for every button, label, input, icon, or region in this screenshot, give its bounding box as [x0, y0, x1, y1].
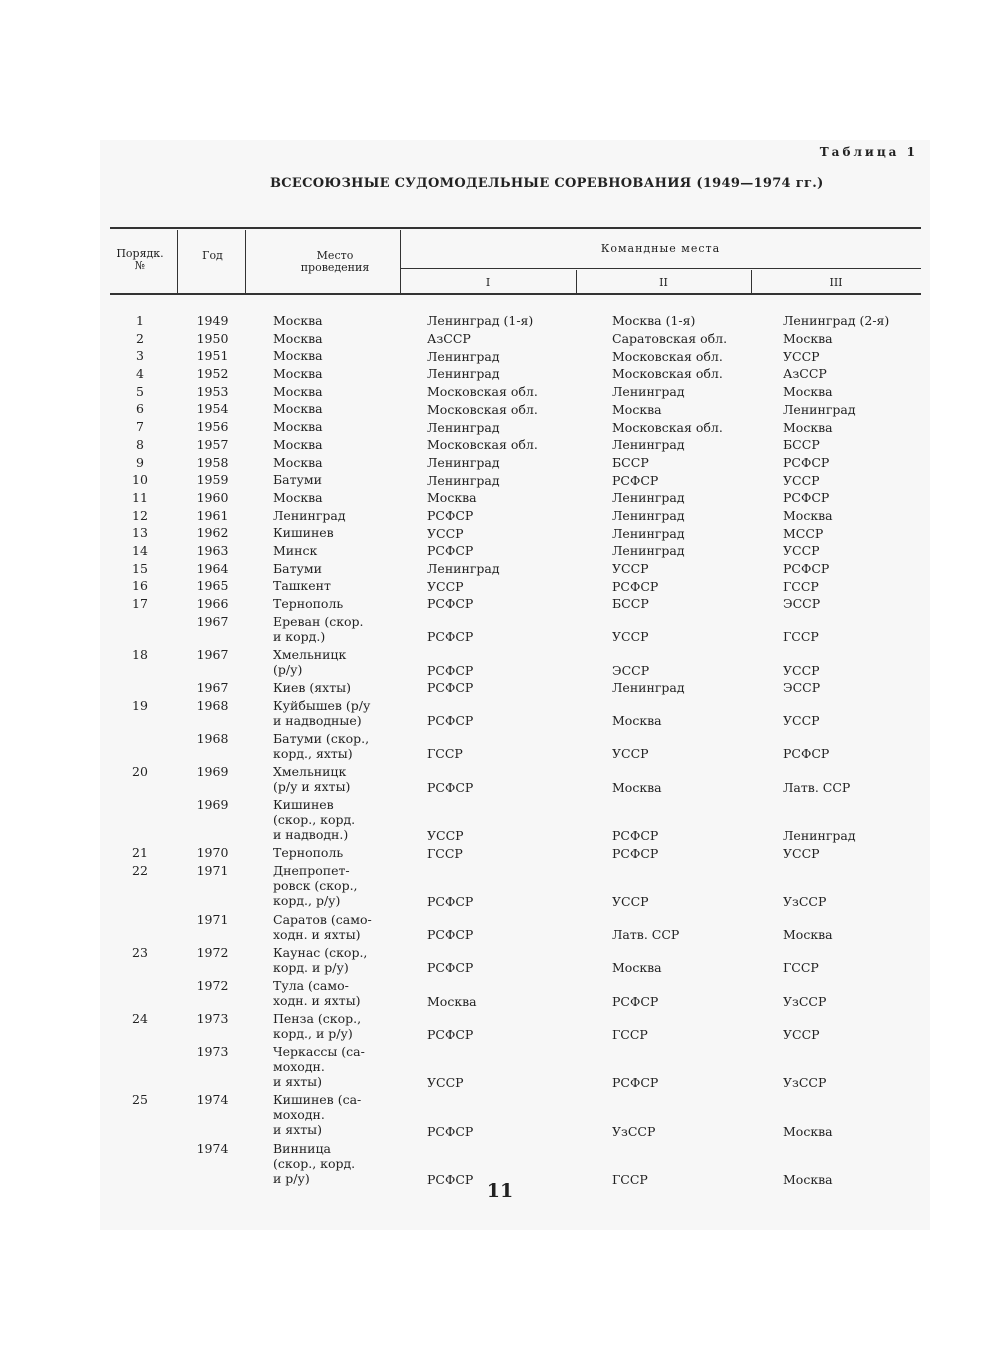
row-year: 1958 — [196, 454, 229, 470]
row-year: 1964 — [196, 560, 229, 576]
row-number: 7 — [136, 419, 144, 435]
row-year: 1966 — [196, 596, 229, 611]
row-first-place: Ленинград (1-я) — [427, 313, 534, 329]
row-first-place: РСФСР — [427, 629, 474, 645]
row-third-place: УССР — [783, 543, 820, 559]
table-row — [0, 863, 1000, 912]
table-row — [0, 348, 1000, 366]
table-row — [0, 647, 1000, 680]
row-third-place: РСФСР — [783, 561, 830, 577]
row-second-place: Москва — [612, 401, 662, 417]
row-year: 1969 — [196, 796, 229, 812]
row-first-place: Ленинград — [427, 419, 500, 435]
row-third-place: Москва — [783, 384, 833, 400]
row-year: 1967 — [196, 646, 229, 662]
table-row — [0, 614, 1000, 647]
table-row — [0, 419, 1000, 437]
row-year: 1960 — [196, 489, 229, 505]
row-second-place: Ленинград — [612, 437, 685, 453]
row-place: Москва — [273, 366, 323, 382]
row-number: 14 — [132, 542, 148, 558]
row-number: 2 — [136, 330, 144, 346]
row-third-place: ЭССР — [783, 680, 821, 696]
row-place: Москва — [273, 489, 323, 505]
row-place: Батуми — [273, 472, 322, 488]
row-first-place: Ленинград — [427, 472, 500, 488]
table-row — [0, 331, 1000, 349]
row-first-place: РСФСР — [427, 1026, 474, 1042]
row-year: 1952 — [196, 366, 229, 382]
row-third-place: Ленинград — [783, 401, 856, 417]
row-year: 1962 — [196, 525, 229, 541]
row-year: 1957 — [196, 436, 229, 452]
row-third-place: УССР — [783, 472, 820, 488]
row-second-place: ЭССР — [612, 662, 650, 678]
row-second-place: Саратовская обл. — [612, 331, 728, 347]
row-first-place: Московская обл. — [427, 401, 538, 417]
row-first-place: Ленинград — [427, 348, 500, 364]
row-second-place: ГССР — [612, 1026, 648, 1042]
table-row — [0, 845, 1000, 863]
row-first-place: ГССР — [427, 845, 463, 861]
table-top-rule — [110, 227, 921, 229]
row-place: Москва — [273, 313, 323, 328]
table-row — [0, 945, 1000, 978]
row-second-place: Московская обл. — [612, 419, 723, 435]
row-year: 1968 — [196, 730, 229, 746]
row-second-place: Ленинград — [612, 543, 685, 559]
header-third: III — [829, 276, 843, 289]
row-second-place: РСФСР — [612, 578, 659, 594]
row-third-place: Москва — [783, 1123, 833, 1139]
row-third-place: Москва — [783, 1172, 833, 1188]
row-third-place: АзССР — [783, 366, 827, 382]
row-number: 17 — [132, 596, 148, 611]
row-first-place: АзССР — [427, 331, 471, 347]
row-second-place: РСФСР — [612, 1075, 659, 1091]
col-divider-2 — [245, 230, 246, 293]
row-second-place: Ленинград — [612, 680, 685, 696]
row-year: 1967 — [196, 613, 229, 629]
row-place: Ереван (скор. и корд.) — [273, 613, 364, 644]
table-row — [0, 525, 1000, 543]
table-row — [0, 680, 1000, 698]
row-second-place: ГССР — [612, 1172, 648, 1188]
row-second-place: Латв. ССР — [612, 927, 680, 943]
page-number: 11 — [486, 1180, 514, 1202]
row-year: 1974 — [196, 1140, 229, 1156]
row-year: 1953 — [196, 383, 229, 399]
row-number: 18 — [132, 646, 148, 662]
row-second-place: РСФСР — [612, 845, 659, 861]
table-row — [0, 384, 1000, 402]
row-second-place: РСФСР — [612, 828, 659, 844]
row-place: Саратов (само- ходн. и яхты) — [273, 911, 372, 942]
row-year: 1959 — [196, 472, 229, 488]
row-third-place: Москва — [783, 927, 833, 943]
row-number: 6 — [136, 401, 144, 417]
header-bottom-rule — [110, 293, 921, 295]
table-row — [0, 490, 1000, 508]
row-first-place: РСФСР — [427, 779, 474, 795]
row-place: Хмельницк (р/у и яхты) — [273, 763, 351, 794]
row-second-place: РСФСР — [612, 472, 659, 488]
row-third-place: ГССР — [783, 629, 819, 645]
row-place: Батуми (скор., корд., яхты) — [273, 730, 370, 761]
row-first-place: РСФСР — [427, 927, 474, 943]
row-third-place: Латв. ССР — [783, 779, 851, 795]
row-third-place: МССР — [783, 525, 824, 541]
row-year: 1969 — [196, 763, 229, 779]
header-first: I — [485, 276, 491, 289]
row-third-place: УзССР — [783, 1075, 827, 1091]
row-third-place: РСФСР — [783, 490, 830, 506]
row-number: 13 — [132, 525, 148, 541]
row-place: Тула (само- ходн. и яхты) — [273, 977, 361, 1008]
row-place: Куйбышев (р/у и надводные) — [273, 697, 371, 728]
row-year: 1954 — [196, 401, 229, 417]
row-first-place: РСФСР — [427, 543, 474, 559]
row-number: 21 — [132, 845, 148, 861]
row-second-place: Московская обл. — [612, 366, 723, 382]
row-first-place: РСФСР — [427, 894, 474, 910]
row-second-place: РСФСР — [612, 993, 659, 1009]
row-first-place: Ленинград — [427, 561, 500, 577]
row-third-place: БССР — [783, 437, 820, 453]
row-second-place: УССР — [612, 629, 649, 645]
row-second-place: Московская обл. — [612, 348, 723, 364]
row-second-place: Москва — [612, 960, 662, 976]
table-row — [0, 366, 1000, 384]
row-number: 8 — [136, 436, 144, 452]
row-first-place: УССР — [427, 578, 464, 594]
row-second-place: Ленинград — [612, 490, 685, 506]
table-row — [0, 455, 1000, 473]
page-title: ВСЕСОЮЗНЫЕ СУДОМОДЕЛЬНЫЕ СОРЕВНОВАНИЯ (1949—1974 гг.) — [270, 176, 824, 191]
row-number: 5 — [136, 383, 144, 399]
table-row — [0, 508, 1000, 526]
row-place: Хмельницк (р/у) — [273, 646, 347, 677]
row-place: Тернополь — [273, 845, 344, 861]
row-second-place: УССР — [612, 746, 649, 762]
row-year: 1961 — [196, 507, 229, 523]
table-row — [0, 1092, 1000, 1141]
row-year: 1967 — [196, 679, 229, 695]
row-first-place: РСФСР — [427, 596, 474, 612]
row-year: 1972 — [196, 977, 229, 993]
table-row — [0, 596, 1000, 614]
row-place: Москва — [273, 401, 323, 417]
table-row — [0, 401, 1000, 419]
row-first-place: РСФСР — [427, 507, 474, 523]
row-place: Москва — [273, 436, 323, 452]
table-row — [0, 731, 1000, 764]
row-number: 10 — [132, 472, 148, 488]
row-first-place: УССР — [427, 525, 464, 541]
row-third-place: УССР — [783, 1026, 820, 1042]
row-place: Батуми — [273, 560, 322, 576]
row-second-place: Москва (1-я) — [612, 313, 696, 329]
row-first-place: Москва — [427, 993, 477, 1009]
row-number: 16 — [132, 578, 148, 594]
table-row — [0, 1044, 1000, 1093]
header-number: Порядк. № — [116, 247, 164, 272]
row-first-place: РСФСР — [427, 1172, 474, 1188]
row-third-place: УзССР — [783, 894, 827, 910]
row-third-place: Ленинград (2-я) — [783, 313, 890, 329]
row-place: Кишинев — [273, 525, 334, 541]
row-number: 25 — [132, 1092, 148, 1108]
row-second-place: Москва — [612, 713, 662, 729]
table-row — [0, 1011, 1000, 1044]
table-row — [0, 912, 1000, 945]
row-third-place: Москва — [783, 419, 833, 435]
row-year: 1963 — [196, 542, 229, 558]
header-team-places: Командные места — [600, 242, 721, 255]
row-place: Кишинев (са- моходн. и яхты) — [273, 1092, 362, 1138]
row-second-place: Ленинград — [612, 384, 685, 400]
row-place: Каунас (скор., корд. и р/у) — [273, 944, 368, 975]
row-third-place: ЭССР — [783, 596, 821, 612]
team-places-rule — [400, 268, 921, 269]
row-second-place: Москва — [612, 779, 662, 795]
row-number: 22 — [132, 863, 148, 879]
row-third-place: ГССР — [783, 960, 819, 976]
row-first-place: РСФСР — [427, 1123, 474, 1139]
row-place: Москва — [273, 348, 323, 364]
row-second-place: УССР — [612, 894, 649, 910]
row-number: 15 — [132, 560, 148, 576]
row-place: Ленинград — [273, 507, 346, 523]
row-place: Винница (скор., корд. и р/у) — [273, 1140, 356, 1186]
row-place: Ташкент — [273, 578, 331, 594]
row-place: Москва — [273, 330, 323, 346]
row-year: 1949 — [196, 313, 229, 328]
row-second-place: УССР — [612, 561, 649, 577]
row-third-place: РСФСР — [783, 454, 830, 470]
row-first-place: РСФСР — [427, 680, 474, 696]
row-first-place: ГССР — [427, 746, 463, 762]
row-year: 1970 — [196, 845, 229, 861]
row-first-place: Ленинград — [427, 454, 500, 470]
header-second: II — [659, 276, 668, 289]
row-first-place: Ленинград — [427, 366, 500, 382]
row-place: Москва — [273, 454, 323, 470]
row-place: Черкассы (са- моходн. и яхты) — [273, 1043, 365, 1089]
row-first-place: РСФСР — [427, 662, 474, 678]
row-third-place: Москва — [783, 507, 833, 523]
row-year: 1950 — [196, 330, 229, 346]
row-year: 1973 — [196, 1010, 229, 1026]
row-place: Киев (яхты) — [273, 679, 351, 695]
col-divider-1 — [177, 230, 178, 293]
row-place: Москва — [273, 419, 323, 435]
table-label: Таблица 1 — [819, 145, 918, 159]
row-number: 9 — [136, 454, 144, 470]
row-year: 1965 — [196, 578, 229, 594]
row-year: 1972 — [196, 944, 229, 960]
row-third-place: УССР — [783, 713, 820, 729]
row-first-place: РСФСР — [427, 713, 474, 729]
row-year: 1971 — [196, 863, 229, 879]
row-place: Минск — [273, 542, 318, 558]
table-row — [0, 437, 1000, 455]
row-number: 12 — [132, 507, 148, 523]
row-year: 1973 — [196, 1043, 229, 1059]
row-number: 20 — [132, 763, 148, 779]
table-row — [0, 698, 1000, 731]
row-year: 1974 — [196, 1092, 229, 1108]
row-year: 1951 — [196, 348, 229, 364]
row-number: 1 — [136, 313, 144, 328]
table-row — [0, 764, 1000, 797]
header-place: Место проведения — [300, 249, 370, 274]
row-third-place: УзССР — [783, 993, 827, 1009]
row-place: Тернополь — [273, 596, 344, 611]
row-first-place: Московская обл. — [427, 384, 538, 400]
row-third-place: РСФСР — [783, 746, 830, 762]
row-place: Днепропет- ровск (скор., корд., р/у) — [273, 863, 358, 909]
row-number: 24 — [132, 1010, 148, 1026]
row-third-place: Ленинград — [783, 828, 856, 844]
row-year: 1971 — [196, 911, 229, 927]
row-third-place: ГССР — [783, 578, 819, 594]
table-row — [0, 472, 1000, 490]
row-place: Москва — [273, 383, 323, 399]
row-number: 4 — [136, 366, 144, 382]
row-second-place: УзССР — [612, 1123, 656, 1139]
row-number: 11 — [132, 489, 148, 505]
table-row — [0, 797, 1000, 846]
row-second-place: Ленинград — [612, 525, 685, 541]
row-second-place: БССР — [612, 596, 649, 612]
row-first-place: Московская обл. — [427, 437, 538, 453]
row-third-place: УССР — [783, 845, 820, 861]
row-number: 19 — [132, 697, 148, 713]
table-row — [0, 578, 1000, 596]
row-third-place: УССР — [783, 348, 820, 364]
row-second-place: Ленинград — [612, 507, 685, 523]
row-third-place: Москва — [783, 331, 833, 347]
table-row — [0, 543, 1000, 561]
table-row — [0, 561, 1000, 579]
row-place: Пенза (скор., корд., и р/у) — [273, 1010, 362, 1041]
row-third-place: УССР — [783, 662, 820, 678]
table-row — [0, 978, 1000, 1011]
row-year: 1968 — [196, 697, 229, 713]
row-first-place: УССР — [427, 1075, 464, 1091]
row-number: 3 — [136, 348, 144, 364]
row-first-place: РСФСР — [427, 960, 474, 976]
row-number: 23 — [132, 944, 148, 960]
row-first-place: УССР — [427, 828, 464, 844]
row-year: 1956 — [196, 419, 229, 435]
row-second-place: БССР — [612, 454, 649, 470]
competition-table-body — [0, 313, 1000, 1189]
row-place: Кишинев (скор., корд. и надводн.) — [273, 796, 356, 842]
row-first-place: Москва — [427, 490, 477, 506]
header-year: Год — [202, 249, 223, 262]
table-row — [0, 313, 1000, 331]
